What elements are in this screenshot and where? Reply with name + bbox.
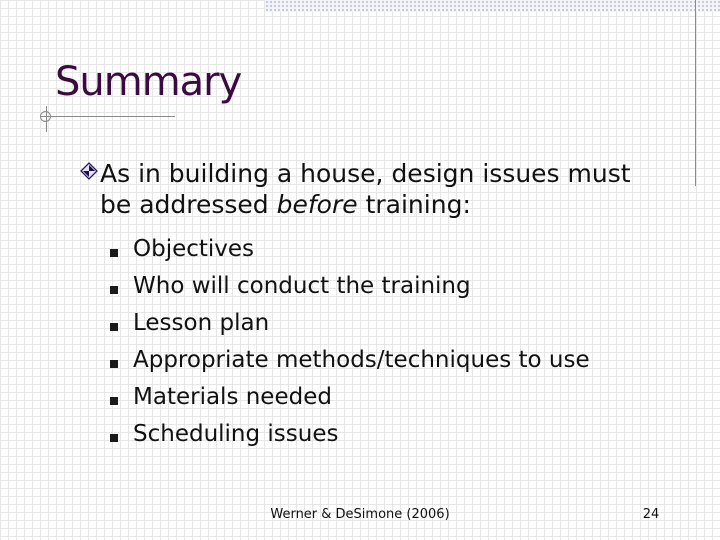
footer-source-citation: Werner & DeSimone (2006)	[270, 507, 450, 522]
list-item	[108, 419, 590, 456]
slide-title: Summary	[55, 59, 242, 105]
square-bullet-icon	[110, 249, 118, 257]
main-bullet-emphasis: before	[276, 190, 358, 219]
list-item	[108, 308, 590, 345]
list-item-label: Scheduling issues	[133, 421, 339, 447]
square-bullet-icon	[110, 397, 118, 405]
main-bullet-text-start: As in building a house, design issues must be addressed	[100, 159, 631, 219]
main-bullet-text-end: training:	[357, 190, 471, 219]
page-number: 24	[642, 507, 660, 522]
list-item	[108, 345, 590, 382]
square-bullet-icon	[110, 434, 118, 442]
square-bullet-icon	[110, 286, 118, 294]
list-item-label: Appropriate methods/techniques to use	[133, 347, 590, 373]
list-item	[108, 234, 590, 271]
decorative-top-band	[265, 0, 720, 12]
decorative-vertical-rule	[695, 0, 696, 186]
list-item-label: Objectives	[133, 236, 255, 262]
list-item-label: Materials needed	[133, 384, 332, 410]
square-bullet-icon	[110, 360, 118, 368]
title-underline-rule	[40, 116, 175, 117]
list-item-label: Who will conduct the training	[133, 273, 471, 299]
square-bullet-icon	[110, 323, 118, 331]
crosshair-ornament-icon	[40, 111, 51, 122]
list-item	[108, 271, 590, 308]
list-item-label: Lesson plan	[133, 310, 270, 336]
list-item	[108, 382, 590, 419]
design-issues-list	[108, 234, 590, 456]
main-bullet-point	[80, 158, 640, 220]
diamond-icon	[80, 162, 98, 180]
